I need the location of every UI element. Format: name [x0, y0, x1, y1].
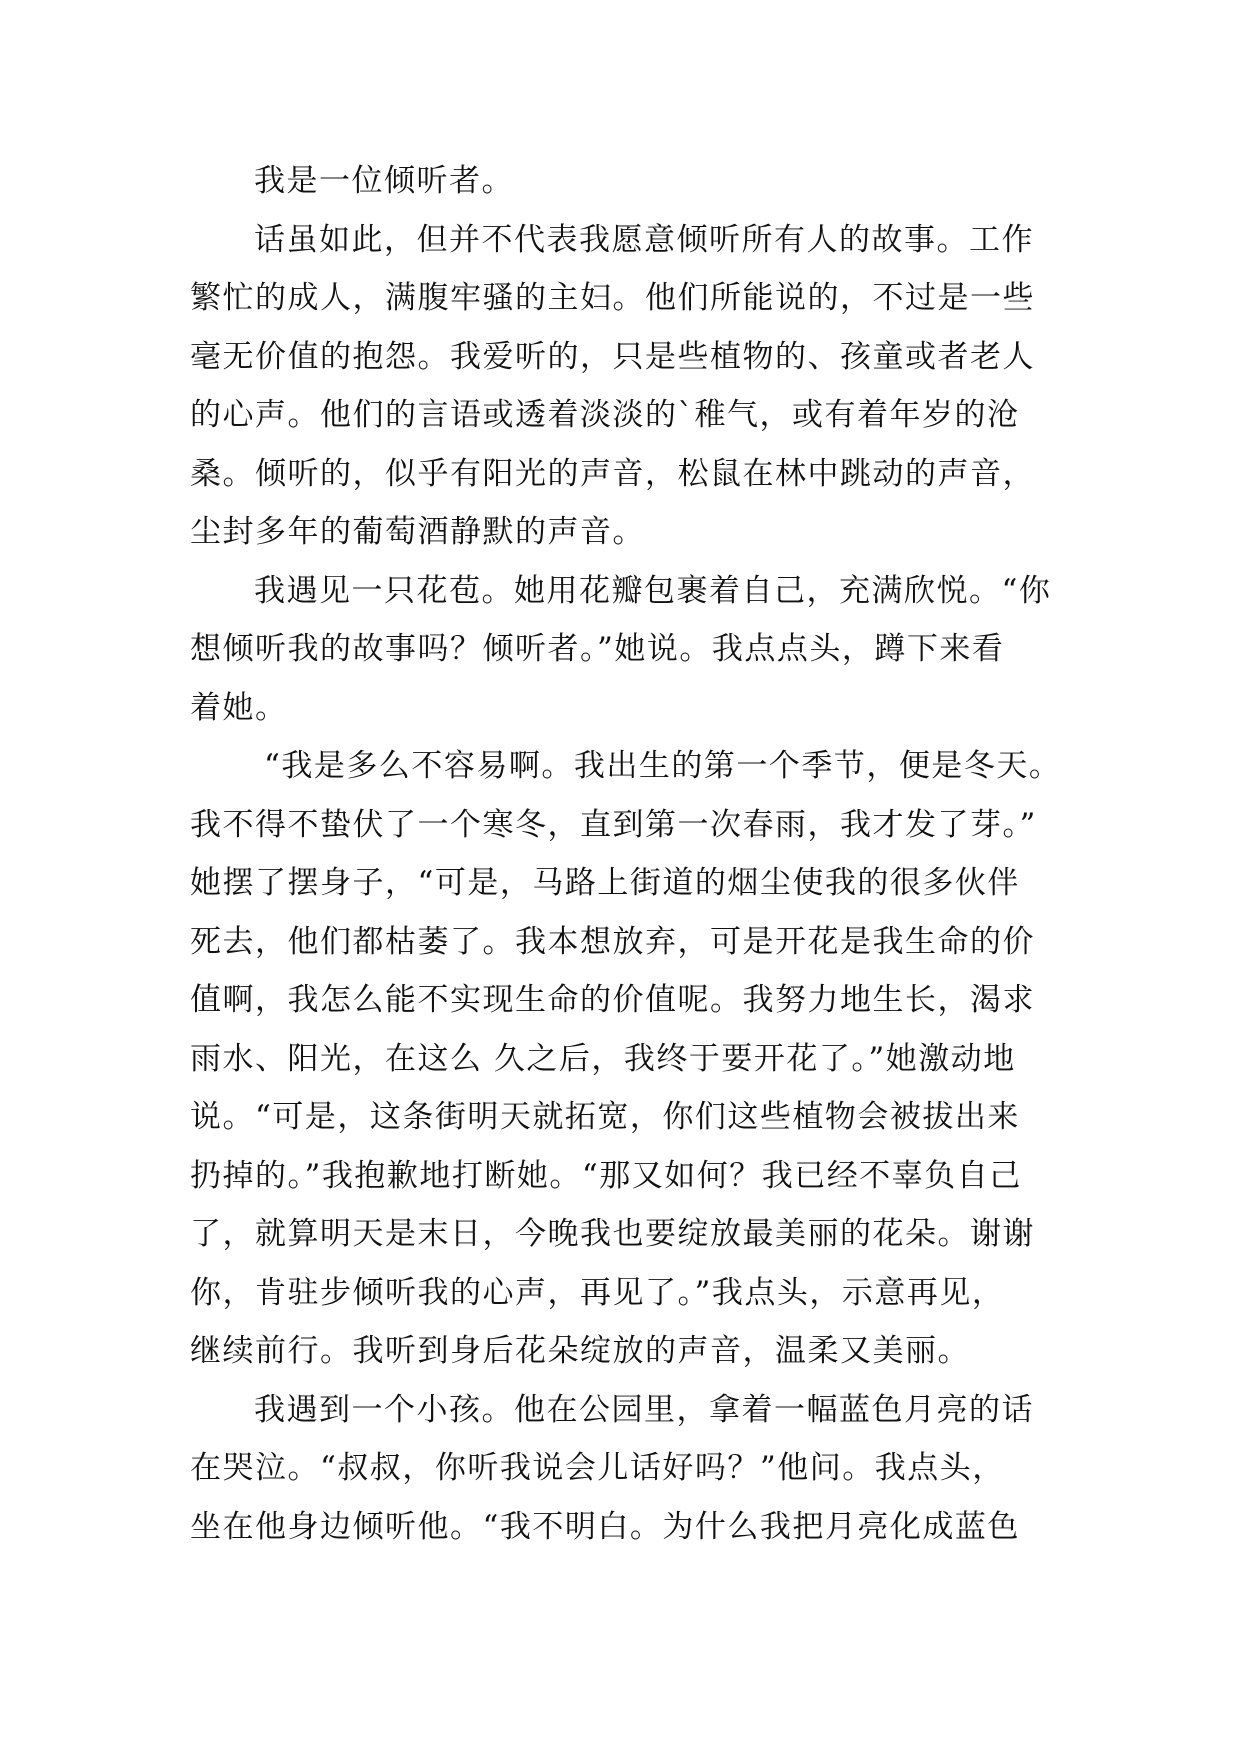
- text-line: 她摆了摆身子，“可是，马路上街道的烟尘使我的很多伙伴: [190, 865, 1020, 901]
- text-line: 坐在他身边倾听他。“我不明白。为什么我把月亮化成蓝色: [190, 1508, 1020, 1545]
- text-line: 雨水、阳光，在这么 久之后，我终于要开花了。”她激动地: [190, 1040, 1016, 1077]
- text-line: 想倾听我的故事吗？倾听者。”她说。我点点头，蹲下来看: [190, 631, 1005, 667]
- text-line: 我遇见一只花苞。她用花瓣包裹着自己，充满欣悦。“你: [254, 572, 1052, 609]
- text-line: 尘封多年的葡萄酒静默的声音。: [190, 514, 645, 550]
- text-line: 值啊，我怎么能不实现生命的价值呢。我努力地生长，渴求: [190, 982, 1035, 1018]
- text-line: 在哭泣。“叔叔，你听我说会儿话好吗？”他问。我点头，: [190, 1450, 1005, 1486]
- text-line: 扔掉的。”我抱歉地打断她。“那又如何？我已经不辜负自己: [190, 1157, 1022, 1194]
- text-line: 繁忙的成人，满腹牢骚的主妇。他们所能说的，不过是一些: [190, 280, 1035, 316]
- text-line: 我遇到一个小孩。他在公园里，拿着一幅蓝色月亮的话: [254, 1391, 1034, 1428]
- text-line: 你，肯驻步倾听我的心声，再见了。”我点头，示意再见，: [190, 1274, 1005, 1311]
- text-line: 着她。: [190, 689, 288, 726]
- text-line: 话虽如此，但并不代表我愿意倾听所有人的故事。工作: [254, 221, 1034, 258]
- text-line: 我是一位倾听者。: [254, 163, 514, 199]
- text-line: 我不得不蛰伏了一个寒冬，直到第一次春雨，我才发了芽。”: [190, 806, 1037, 843]
- text-line: 了，就算明天是末日，今晚我也要绽放最美丽的花朵。谢谢: [190, 1216, 1035, 1252]
- text-line: 继续前行。我听到身后花朵绽放的声音，温柔又美丽。: [190, 1333, 970, 1369]
- text-line: 死去，他们都枯萎了。我本想放弃，可是开花是我生命的价: [190, 923, 1035, 960]
- text-line: 毫无价值的抱怨。我爱听的，只是些植物的、孩童或者老人: [190, 338, 1035, 375]
- text-line: 说。“可是，这条街明天就拓宽，你们这些植物会被拔出来: [190, 1099, 1020, 1135]
- text-line: 桑。倾听的，似乎有阳光的声音，松鼠在林中跳动的声音，: [190, 455, 1035, 492]
- document-body: [190, 152, 1062, 1556]
- text-line: “我是多么不容易啊。我出生的第一个季节，便是冬天。: [264, 748, 1062, 784]
- text-line: 的心声。他们的言语或透着淡淡的`稚气，或有着年岁的沧: [190, 397, 1020, 433]
